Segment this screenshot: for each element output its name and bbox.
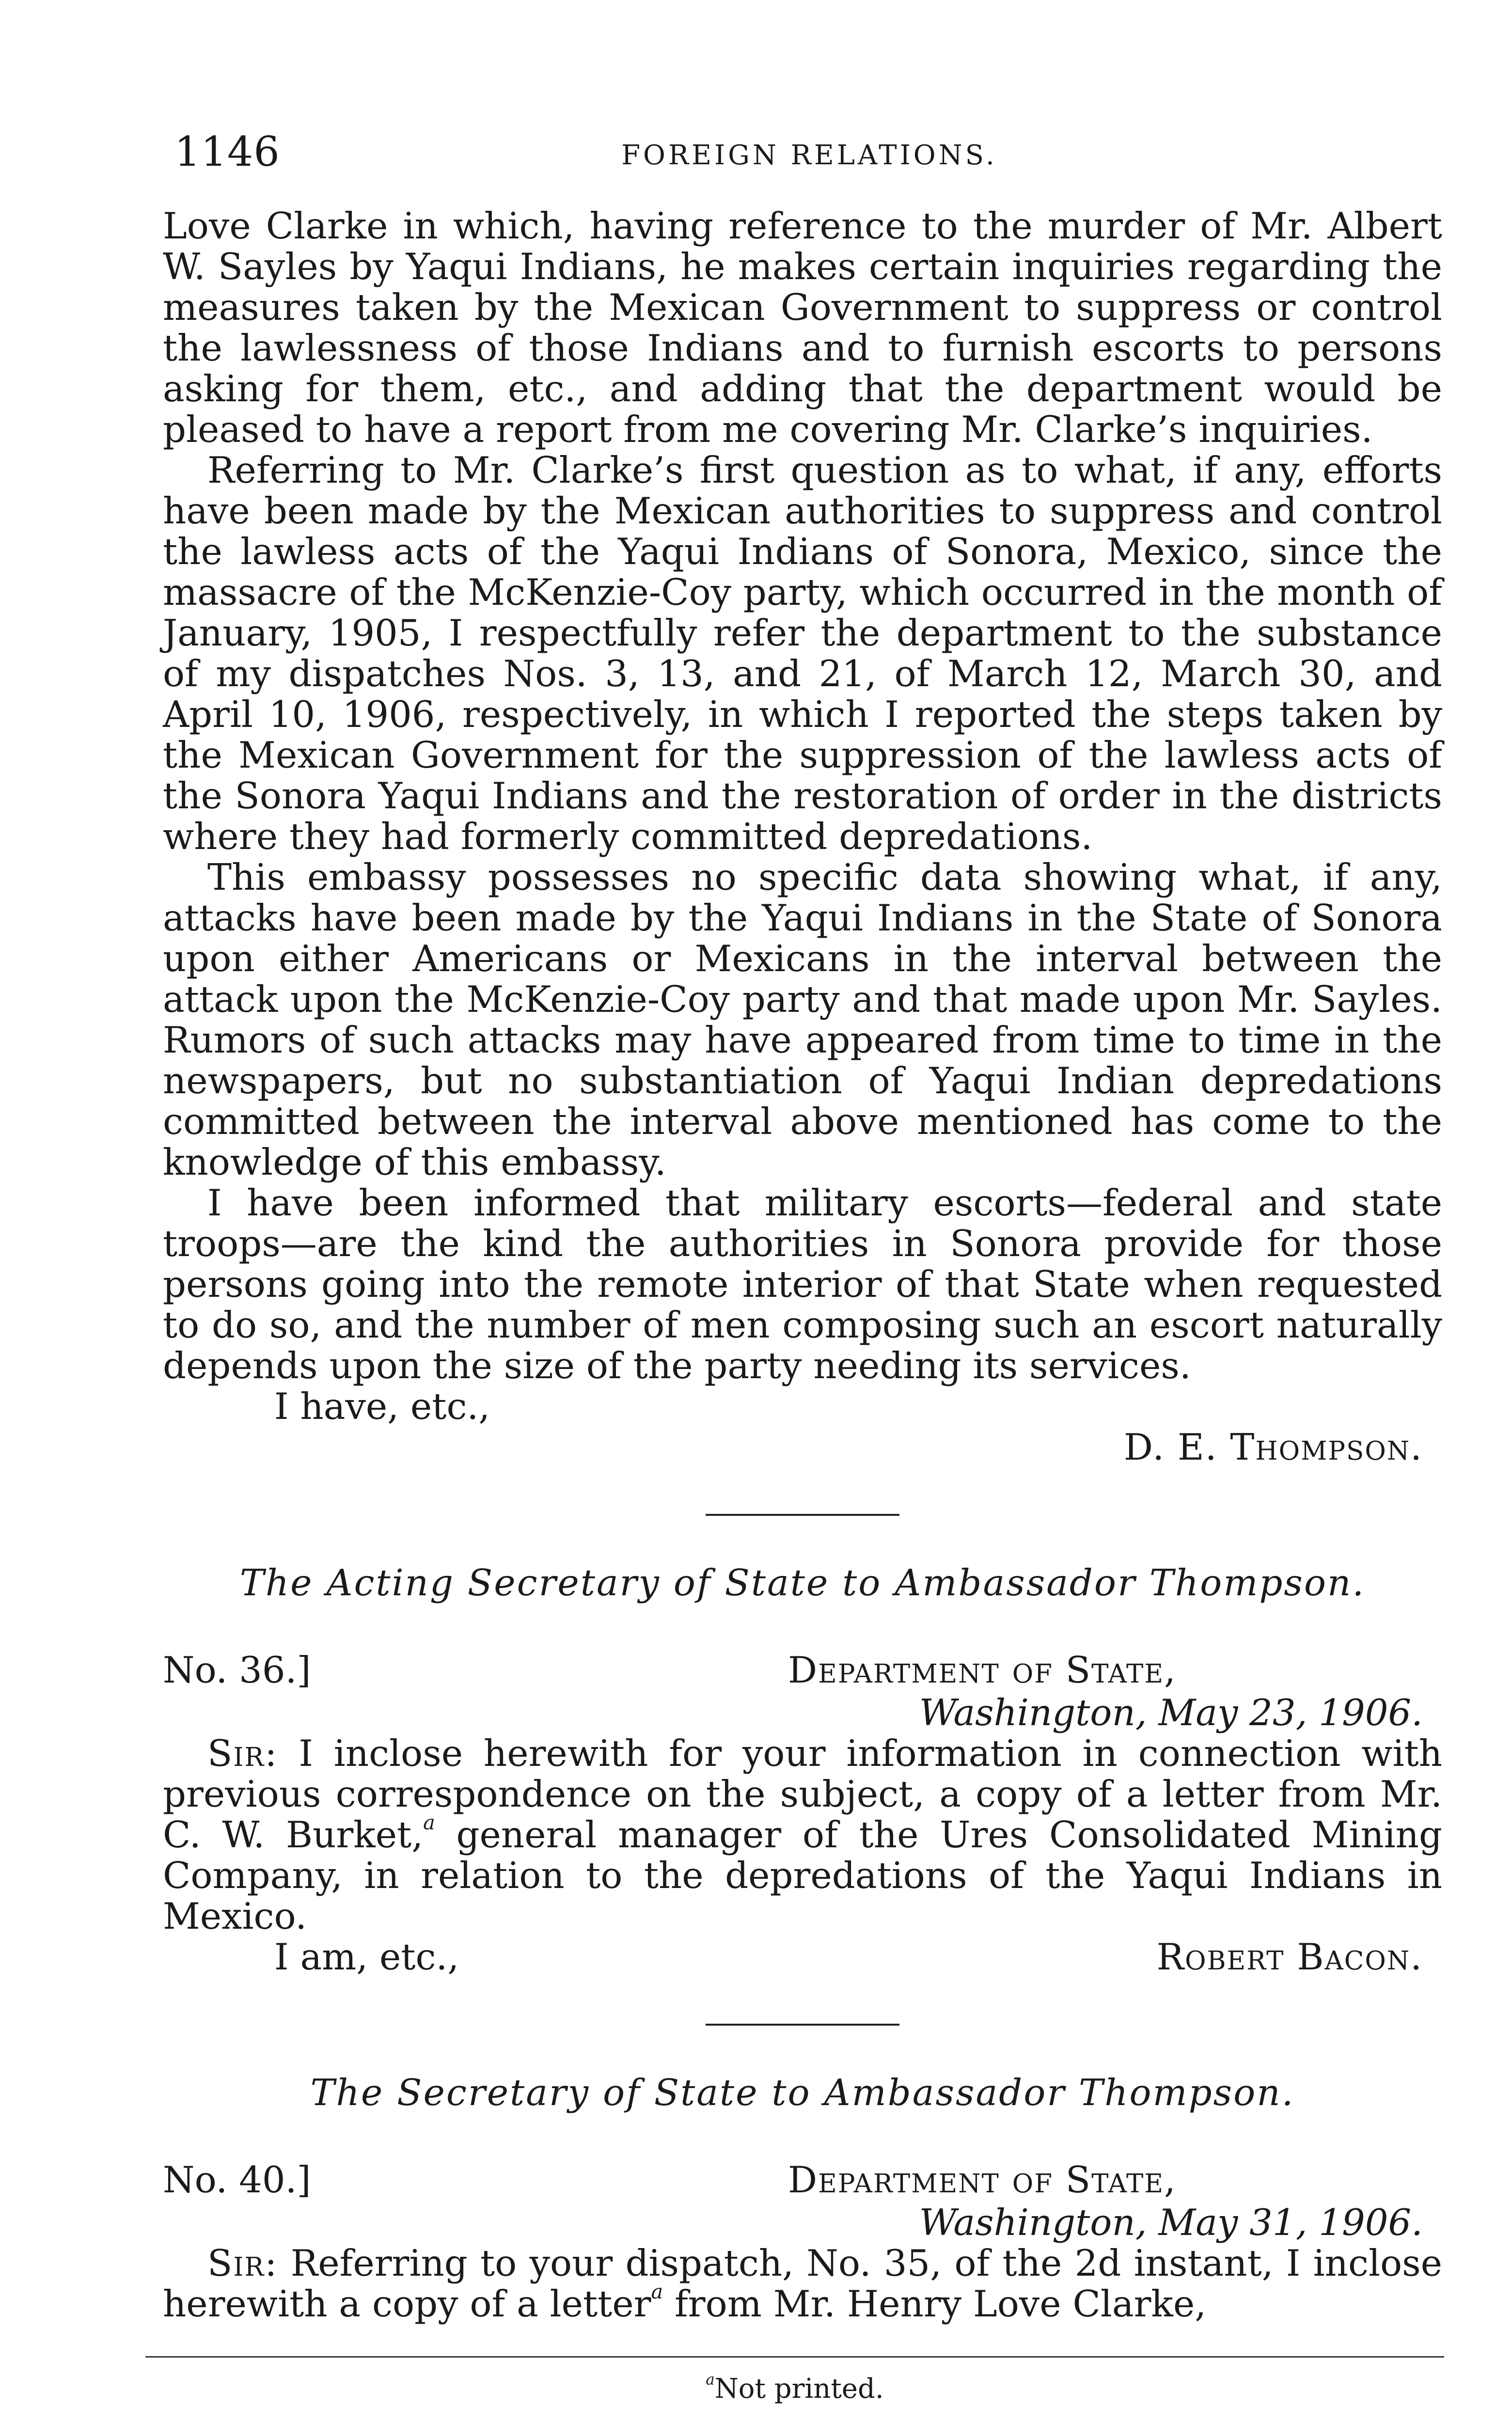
letter2-body-text: I inclose herewith for your information in connection with previous correspondence on the subject, a copy of a letter from Mr. C. W. Burket, <box>163 1732 1442 1856</box>
page-body <box>163 205 1442 2324</box>
running-head: FOREIGN RELATIONS. <box>621 140 997 171</box>
letter2-closing: I am, etc., <box>274 1935 459 1978</box>
page-header <box>174 125 1444 178</box>
letter3-body <box>163 2243 1442 2324</box>
letter3-department: Department of State, <box>788 2158 1177 2201</box>
letter3-salutation: Sir: <box>207 2242 278 2284</box>
letter1-paragraph-3: This embassy possesses no specific data showing what, if any, attacks have been made by the Yaqui Indians in the State of Sonora upon either Americans or Mexicans in the interval between the attack upon the McKenzie-Coy party and that made upon Mr. Sayles. Rumors of such attacks may have appeared from time to time in the newspapers, but no substantiation of Yaqui Indian depredations committed between the interval above mentioned has come to the knowledge of this embassy. <box>163 856 1442 1183</box>
letter1-paragraph-2: Referring to Mr. Clarke’s first question as to what, if any, efforts have been made by the Mexican authorities to suppress and control the lawless acts of the Yaqui Indians of Sonora, Mexico, since the massacre of the McKenzie-Coy party, which occurred in the month of January, 1905, I respectfully refer the department to the substance of my dispatches Nos. 3, 13, and 21, of March 12, March 30, and April 10, 1906, respectively, in which I reported the steps taken by the Mexican Government for the suppression of the lawless acts of the Sonora Yaqui Indians and the restoration of order in the districts where they had formerly committed depredations. <box>163 449 1442 858</box>
letter2-dateline <box>163 1650 1442 1692</box>
letter3-body-text-continued: from Mr. Henry Love Clarke, <box>663 2282 1207 2325</box>
page-number: 1146 <box>174 128 280 175</box>
letter2-department: Department of State, <box>788 1649 1177 1691</box>
footnote-mark: a <box>706 2371 715 2389</box>
footnote <box>145 2370 1444 2408</box>
letter1-paragraph-1: Love Clarke in which, having reference to the murder of Mr. Albert W. Sayles by Yaqui Indians, he makes certain inquiries regarding the measures taken by the Mexican Government to suppress or control the lawlessness of those Indians and to furnish escorts to persons asking for them, etc., and adding that the department would be pleased to have a report from me covering Mr. Clarke’s inquiries. <box>163 205 1442 451</box>
letter3-title: The Secretary of State to Ambassador Thompson. <box>310 2071 1295 2114</box>
letter2-signature: Robert Bacon. <box>1156 1935 1423 1978</box>
letter2-body-text-continued: general manager of the Ures Consolidated Mining Company, in relation to the depredations of the Yaqui Indians in Mexico. <box>163 1813 1442 1937</box>
letter3-body-text: Referring to your dispatch, No. 35, of the 2d instant, I inclose herewith a copy of a letter <box>163 2242 1443 2325</box>
letter3-dateline <box>163 2159 1442 2202</box>
footnote-divider <box>145 2356 1444 2358</box>
letter2-body <box>163 1733 1442 1936</box>
letter2-place-date: Washington, May 23, 1906. <box>919 1691 1423 1734</box>
letter1-signature: D. E. Thompson. <box>1123 1426 1423 1468</box>
letter3-footnote-mark: a <box>651 2280 663 2303</box>
letter3-place-date: Washington, May 31, 1906. <box>919 2201 1423 2244</box>
letter2-salutation: Sir: <box>207 1732 278 1775</box>
footnote-text: Not printed. <box>714 2373 884 2405</box>
letter2-number: No. 36.] <box>163 1649 311 1691</box>
letter2-title: The Acting Secretary of State to Ambassador Thompson. <box>239 1561 1366 1604</box>
letter2-footnote-mark: a <box>423 1810 435 1834</box>
letter3-number: No. 40.] <box>163 2158 311 2201</box>
letter1-closing: I have, etc., <box>274 1385 490 1428</box>
letter1-paragraph-4: I have been informed that military escorts—federal and state troops—are the kind the authorities in Sonora provide for those persons going into the remote interior of that State when requested to do so, and the number of men composing such an escort naturally depends upon the size of the party needing its services. <box>163 1181 1442 1387</box>
